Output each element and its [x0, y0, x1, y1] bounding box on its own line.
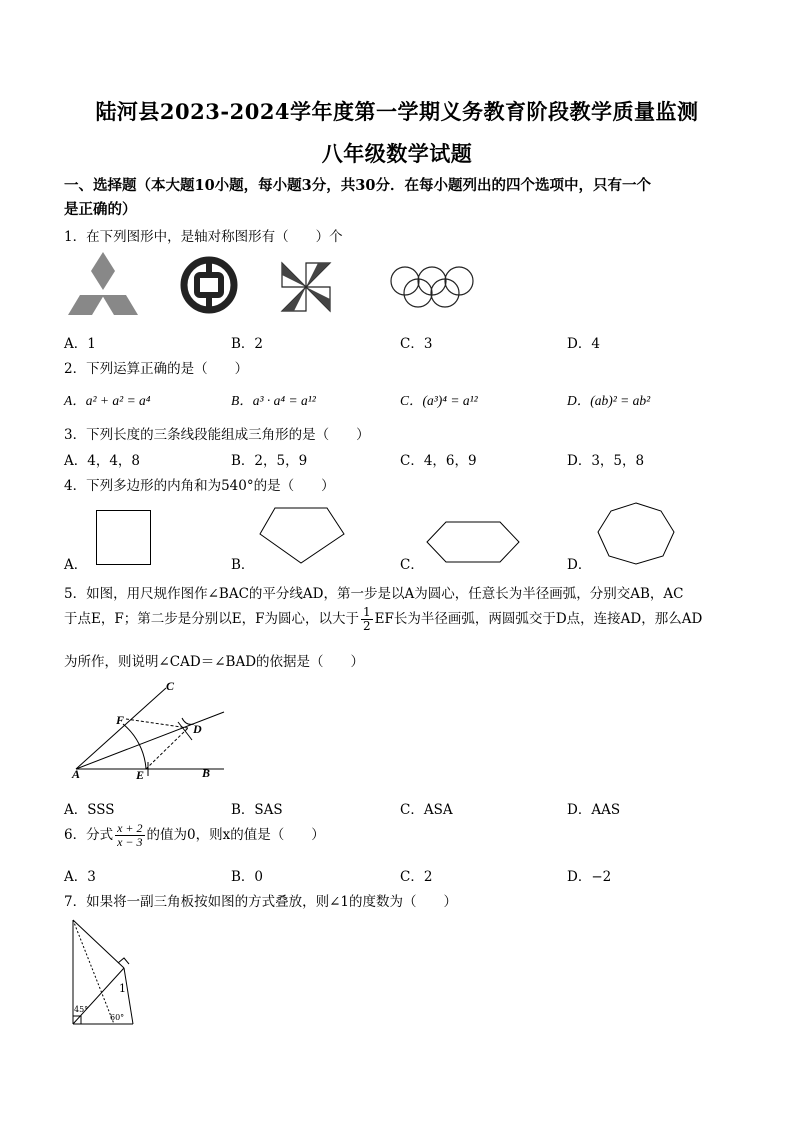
figure7-label-1: 1 — [119, 982, 126, 995]
q2-option-c[interactable]: C．(a³)⁴ = a¹² — [400, 393, 478, 408]
figure5-label-f: F — [116, 713, 125, 727]
square-shape-icon — [96, 510, 152, 566]
question-5-line1: 5．如图，用尺规作图作∠BAC的平分线AD，第一步是以A为圆心，任意长为半径画弧，分别交AB，AC — [64, 586, 684, 602]
section-heading: 一、选择题（本大题10小题，每小题3分，共30分．在每小题列出的四个选项中，只有一个 — [64, 177, 651, 194]
q5-option-b[interactable]: B．SAS — [231, 802, 283, 818]
q5-option-a[interactable]: A．SSS — [64, 802, 115, 818]
q1-option-a[interactable]: A．1 — [64, 336, 96, 352]
q6-option-d[interactable]: D．−2 — [567, 869, 612, 885]
q2-option-d[interactable]: D．(ab)² = ab² — [567, 393, 651, 408]
q4-option-b[interactable]: B． — [231, 557, 255, 573]
q6-option-b[interactable]: B．0 — [231, 869, 264, 885]
q4-option-c[interactable]: C． — [400, 557, 424, 573]
q3-option-b[interactable]: B．2，5，9 — [231, 453, 308, 469]
angle-bisector-figure — [66, 682, 236, 782]
hexagon-shape-icon — [425, 520, 521, 564]
question-5-line3: 为所作，则说明∠CAD＝∠BAD的依据是（ ） — [64, 654, 365, 670]
q5-option-d[interactable]: D．AAS — [567, 802, 621, 818]
page-subtitle: 八年级数学试题 — [321, 141, 473, 166]
figure7-label-45: 45° — [74, 1005, 89, 1014]
bank-of-china-logo-icon — [180, 256, 240, 316]
question-5-line2 — [64, 606, 702, 633]
q6-frac-den: x − 3 — [117, 835, 143, 849]
heptagon-shape-icon — [596, 502, 678, 566]
question-4-text: 4．下列多边形的内角和为540°的是（ ） — [64, 478, 335, 494]
q1-option-d[interactable]: D．4 — [567, 336, 600, 352]
figure7-label-60: 60° — [110, 1013, 125, 1022]
q3-option-c[interactable]: C．4，6，9 — [400, 453, 477, 469]
q3-option-a[interactable]: A．4，4，8 — [64, 453, 141, 469]
question-3-text: 3．下列长度的三条线段能组成三角形的是（ ） — [64, 427, 370, 443]
q6-option-a[interactable]: A．3 — [64, 869, 96, 885]
q6-frac-num: x + 2 — [117, 821, 143, 835]
q4-option-a[interactable]: A． — [64, 557, 88, 573]
page-title: 陆河县2023-2024学年度第一学期义务教育阶段教学质量监测 — [95, 99, 699, 124]
q1-option-c[interactable]: C．3 — [400, 336, 433, 352]
q5-line2-start: 于点E，F；第二步是分别以E，F为圆心，以大于 — [64, 611, 359, 627]
figure5-label-a: A — [72, 767, 81, 781]
q5-fraction — [361, 606, 373, 633]
q6-text-start: 6．分式 — [64, 827, 114, 843]
figure5-label-c: C — [166, 679, 175, 693]
q6-fraction — [115, 822, 144, 849]
pinwheel-icon — [278, 259, 338, 319]
q2-option-b[interactable]: B．a³ · a⁴ = a¹² — [231, 393, 316, 408]
figure5-label-b: B — [202, 766, 211, 780]
question-7-text: 7．如果将一副三角板按如图的方式叠放，则∠1的度数为（ ） — [64, 894, 457, 910]
figure5-label-d: D — [193, 722, 202, 736]
question-6-text — [64, 822, 325, 849]
mitsubishi-logo-icon — [68, 252, 140, 316]
question-1-text: 1．在下列图形中，是轴对称图形有（ ）个 — [64, 229, 343, 245]
question-2-text: 2．下列运算正确的是（ ） — [64, 361, 249, 377]
q5-frac-den: 2 — [362, 619, 371, 633]
figure5-label-e: E — [136, 768, 145, 782]
q4-option-d[interactable]: D． — [567, 557, 592, 573]
section-heading-cont: 是正确的） — [64, 201, 137, 218]
olympic-rings-icon — [388, 266, 478, 310]
q6-text-end: 的值为0，则x的值是（ ） — [146, 827, 325, 843]
q3-option-d[interactable]: D．3，5，8 — [567, 453, 645, 469]
q2-option-a[interactable]: A．a² + a² = a⁴ — [64, 393, 151, 408]
q5-frac-num: 1 — [362, 605, 371, 619]
q1-option-b[interactable]: B．2 — [231, 336, 264, 352]
q5-line2-end: EF长为半径画弧，两圆弧交于D点，连接AD，那么AD — [374, 611, 703, 627]
pentagon-shape-icon — [258, 506, 346, 566]
q6-option-c[interactable]: C．2 — [400, 869, 433, 885]
q5-option-c[interactable]: C．ASA — [400, 802, 453, 818]
